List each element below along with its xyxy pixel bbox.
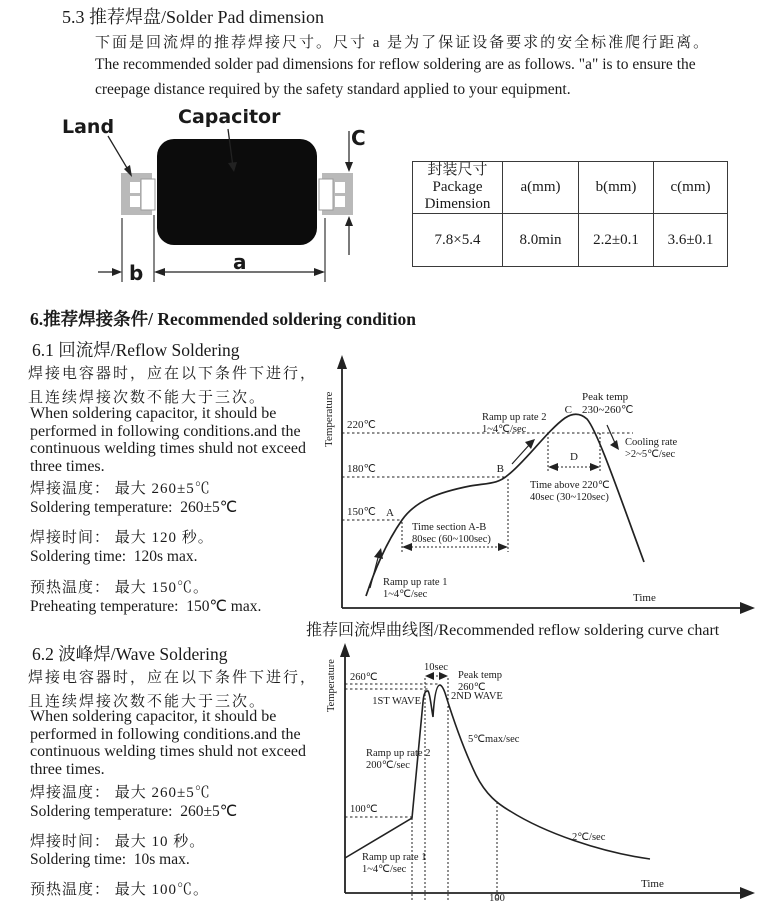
wave-5cmax-label: 5℃max/sec — [468, 734, 520, 745]
wave-droplines — [412, 678, 497, 902]
table-header-package-zh: 封装尺寸 — [427, 162, 488, 178]
cell-b-value: 2.2±0.1 — [579, 214, 654, 267]
table-header-package-en2: Dimension — [424, 196, 491, 212]
reflow-d-arrowhead-right — [590, 463, 600, 471]
dim-c-arrowhead-bottom — [345, 216, 353, 226]
wave-y-axis-arrowhead — [340, 643, 350, 657]
s62-soldering-time-zh: 焊接时间： 最大 10 秒。 — [30, 834, 206, 850]
table-row — [413, 214, 728, 267]
section-6-2-heading: 6.2 波峰焊/Wave Soldering — [32, 644, 228, 664]
section-5-3-paragraph-zh: 下面是回流焊的推荐焊接尺寸。尺寸 a 是为了保证设备要求的安全标准爬行距离。 — [95, 35, 711, 51]
reflow-150c-label: 150℃ — [347, 506, 376, 518]
reflow-ramp2-label-line1: Ramp up rate 2 — [482, 412, 547, 423]
table-header-package-en1: Package — [432, 179, 483, 195]
s61-paragraph-en: When soldering capacitor, it should be performed in following conditions.and the continuous welding times shuld not exceed three times. — [30, 405, 306, 475]
reflow-ramp1-label-line2: 1~4℃/sec — [383, 589, 428, 600]
dim-a-arrowhead-right — [314, 268, 325, 276]
table-header-b: b(mm) — [579, 162, 654, 214]
wave-10sec-arrowhead-right — [439, 672, 448, 680]
dim-c-arrowhead-top — [345, 162, 353, 172]
s62-soldering-temp-en: Soldering temperature: 260±5℃ — [30, 803, 238, 820]
wave-peak-label-line2: 260℃ — [458, 682, 486, 693]
s61-soldering-time-zh: 焊接时间： 最大 120 秒。 — [30, 530, 214, 546]
reflow-ramp1-label-line1: Ramp up rate 1 — [383, 577, 448, 588]
s61-soldering-temp-zh: 焊接温度： 最大 260±5℃ — [30, 481, 211, 497]
dimension-b-label: b — [129, 261, 144, 285]
section-6-1-heading: 6.1 回流焊/Reflow Soldering — [32, 340, 240, 360]
reflow-x-axis-arrowhead — [740, 602, 755, 614]
wave-ramp1-label-line2: 1~4℃/sec — [362, 864, 407, 875]
s61-soldering-time-en: Soldering time: 120s max. — [30, 548, 198, 565]
reflow-x-axis-label: Time — [633, 592, 656, 604]
reflow-time-section-label2: 80sec (60~100sec) — [412, 534, 491, 545]
wave-ramp2-label-line2: 200℃/sec — [366, 760, 410, 771]
wave-y-axis-label: Temperature — [326, 659, 337, 712]
reflow-point-a-label: A — [386, 507, 394, 519]
reflow-cooling-label-line1: Cooling rate — [625, 437, 678, 448]
reflow-peak-label-line2: 230~260℃ — [582, 404, 634, 416]
s61-preheating-temp-en: Preheating temperature: 150℃ max. — [30, 598, 262, 615]
dim-b-arrowhead — [112, 268, 122, 276]
wave-soldering-chart — [320, 640, 757, 902]
wave-ramp1-label-line1: Ramp up rate 1 — [362, 852, 427, 863]
left-land-pad — [121, 173, 155, 215]
reflow-time-above-label1: Time above 220℃ — [530, 480, 610, 491]
reflow-ramp1-arrowhead — [374, 548, 383, 559]
wave-260c-label: 260℃ — [350, 672, 378, 683]
section-5-3-paragraph-en-line1: The recommended solder pad dimensions for reflow soldering are as follows. "a" is to ensure the — [95, 56, 696, 73]
section-6-heading: 6.推荐焊接条件/ Recommended soldering condition — [30, 309, 416, 329]
reflow-d-arrowhead-left — [548, 463, 558, 471]
solder-pad-diagram — [58, 103, 378, 288]
wave-2nd-wave-label: 2ND WAVE — [451, 691, 503, 702]
cell-a-value: 8.0min — [503, 214, 579, 267]
reflow-180c-label: 180℃ — [347, 463, 376, 475]
reflow-ramp2-label-line2: 1~4℃/sec — [482, 424, 527, 435]
dimension-c-label: C — [351, 126, 366, 150]
s62-paragraph-zh1: 焊接电容器时，应在以下条件下进行， — [28, 670, 318, 686]
reflow-section-arrowhead-left — [402, 543, 412, 551]
section-5-3-heading: 5.3 推荐焊盘/Solder Pad dimension — [62, 7, 324, 27]
reflow-y-axis-arrowhead — [337, 355, 347, 369]
reflow-temperature-curve — [366, 414, 644, 596]
reflow-ramp2-arrow — [512, 444, 530, 464]
reflow-chart-caption: 推荐回流焊曲线图/Recommended reflow soldering curve chart — [306, 622, 720, 639]
wave-100c-label: 100℃ — [350, 804, 378, 815]
s61-paragraph-zh2: 且连续焊接次数不能大于三次。 — [28, 390, 267, 406]
reflow-section-arrowhead-right — [498, 543, 508, 551]
s62-paragraph-en: When soldering capacitor, it should be performed in following conditions.and the continuous welding times shuld not exceed three times. — [30, 708, 306, 778]
s62-soldering-time-en: Soldering time: 10s max. — [30, 851, 190, 868]
wave-peak-label-line1: Peak temp — [458, 670, 503, 681]
wave-2c-label: 2℃/sec — [572, 832, 606, 843]
reflow-point-d-label: D — [570, 451, 578, 463]
reflow-point-c-label: C — [564, 404, 572, 416]
s62-preheating-temp-zh: 预热温度： 最大 100℃。 — [30, 882, 210, 898]
capacitor-body — [157, 139, 317, 245]
dim-a-arrowhead-left — [154, 268, 165, 276]
wave-100-cutoff-label: 100 — [489, 893, 505, 902]
land-label: Land — [62, 116, 115, 138]
wave-10sec-arrowhead-left — [425, 672, 434, 680]
reflow-cooling-label-line2: >2~5℃/sec — [625, 449, 676, 460]
table-header-package — [413, 162, 503, 214]
pad-dimension-table — [412, 161, 728, 267]
reflow-y-axis-label: Temperature — [323, 391, 335, 447]
reflow-soldering-chart — [320, 352, 757, 614]
table-header-a: a(mm) — [503, 162, 579, 214]
wave-10sec-label: 10sec — [424, 662, 448, 673]
reflow-point-b-label: B — [496, 463, 504, 475]
s62-paragraph-zh2: 且连续焊接次数不能大于三次。 — [28, 694, 267, 710]
s62-soldering-temp-zh: 焊接温度： 最大 260±5℃ — [30, 785, 211, 801]
wave-x-axis-label: Time — [641, 878, 664, 890]
s61-paragraph-zh1: 焊接电容器时，应在以下条件下进行， — [28, 366, 318, 382]
reflow-peak-label-line1: Peak temp — [582, 391, 629, 403]
reflow-ramp1-arrow — [370, 554, 379, 588]
table-header-c: c(mm) — [654, 162, 728, 214]
reflow-time-above-label2: 40sec (30~120sec) — [530, 492, 609, 503]
wave-x-axis-arrowhead — [740, 887, 755, 899]
wave-1st-wave-label: 1ST WAVE — [372, 696, 421, 707]
section-5-3-paragraph-en-line2: creepage distance required by the safety standard applied to your equipment. — [95, 81, 571, 98]
reflow-time-section-label1: Time section A-B — [412, 522, 487, 533]
wave-ramp2-label-line1: Ramp up rate 2 — [366, 748, 431, 759]
capacitor-label: Capacitor — [178, 106, 281, 128]
s61-preheating-temp-zh: 预热温度： 最大 150℃。 — [30, 580, 210, 596]
cell-package-dimension: 7.8×5.4 — [413, 214, 503, 267]
cell-c-value: 3.6±0.1 — [654, 214, 728, 267]
s61-soldering-temp-en: Soldering temperature: 260±5℃ — [30, 499, 238, 516]
dimension-a-label: a — [233, 250, 247, 274]
right-land-pad — [319, 173, 353, 215]
reflow-cooling-arrow — [607, 425, 615, 443]
reflow-220c-label: 220℃ — [347, 419, 376, 431]
